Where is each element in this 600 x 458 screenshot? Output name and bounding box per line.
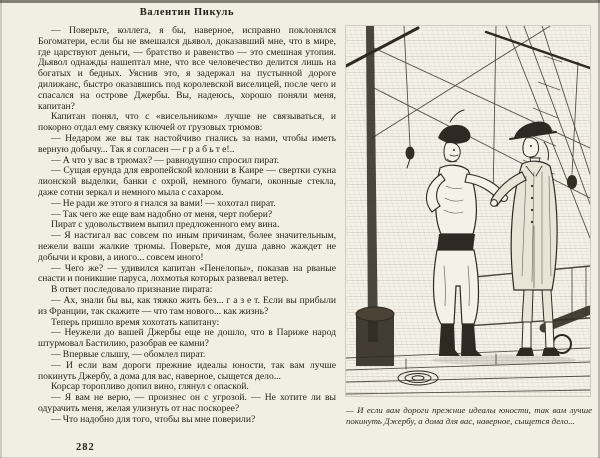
- illustration-figure: [346, 26, 592, 426]
- paragraph: — Недаром же вы так настойчиво гнались за нами, чтобы иметь верную добычу... Так я согласен — г р а б ь т е!..: [38, 132, 336, 155]
- paragraph: Пират с удовольствием выпил предложенного ему вина.: [51, 219, 280, 231]
- paragraph: — Ах, знали бы вы, как тяжко жить без... г а з е т. Если вы прибыли из Франции, так скажите — что там нового... как жизнь?: [38, 294, 336, 317]
- page-number: 282: [76, 442, 95, 453]
- paragraph: — И если вам дороги прежние идеалы юности, так вам лучше покинуть Джербу, а дома для вас, наверное, сыщется дело...: [38, 359, 336, 382]
- paragraph: — Поверьте, коллега, я бы, наверное, исправно поклонялся Богоматери, если бы не вмешался дьявол, доказавший мне, что в мире, где царствуют деньги, — братство и равенство — это смешная утопия. Дьявол однажды нашептал мне, что все человечество делится лишь на богатых и бедных. Уяснив это, я задержал на пустынной дороге дилижанс, быстро оказавшись под королевской виселицей, после чего и спасался на острове Джербы. Вы, надеюсь, хорошо поняли меня, капитан?: [38, 26, 336, 112]
- paragraph: — Так чего же еще вам надобно от меня, черт побери?: [51, 208, 273, 220]
- paragraph: Теперь пришло время хохотать капитану:: [51, 316, 220, 328]
- paragraph: — Не ради же этого я гнался за вами! — хохотал пират.: [51, 197, 276, 209]
- paragraph: — Что надобно для того, чтобы вы мне поверили?: [51, 413, 256, 425]
- paragraph: — Неужели до вашей Джербы еще не дошло, что в Париже народ штурмовал Бастилию, разобрав ее камни?: [38, 327, 336, 350]
- running-head: Валентин Пикуль: [139, 7, 235, 18]
- paragraph: — Впервые слышу, — обомлел пират.: [51, 348, 206, 360]
- paragraph: Капитан понял, что с «висельником» лучше не связываться, и покорно отдал ему связку ключей от грузовых трюмов:: [38, 111, 336, 134]
- paragraph: — Чего же? — удивился капитан «Пенелопы», показав на рваные снасти и поникшие паруса, лохмотья которых развевал ветер.: [38, 262, 336, 285]
- paragraph: — А что у вас в трюмах? — равнодушно спросил пират.: [51, 154, 280, 166]
- text-column: [38, 26, 336, 440]
- paragraph: В ответ последовало признание пирата:: [51, 284, 213, 296]
- paragraph: Корсар торопливо допил вино, глянул с опаской.: [51, 381, 249, 393]
- illustration-caption: — И если вам дороги прежние идеалы юности, так вам лучше покинуть Джербу, а дома для вас, наверное, сыщется дело...: [346, 405, 592, 426]
- paragraph: — Я настигал вас совсем по иным причинам, более значительным, нежели ваши жалкие трюмы. Поверьте, моя душа давно жаждет не добычи и крови, а иного... совсем иного!: [38, 230, 336, 263]
- paragraph: — Сущая ерунда для европейской колонии в Каире — свертки сукна лионской выделки, банки с охрой, немного бумаги, оконные стекла, даже сотни зеркал и немного мыла с сахаром.: [38, 165, 336, 198]
- ship-deck-engraving: [346, 26, 590, 396]
- paragraph: — Я вам не верю, — произнес он с угрозой. — Не хотите ли вы одурачить меня, желая улизнуть от нас поскорее?: [38, 392, 336, 414]
